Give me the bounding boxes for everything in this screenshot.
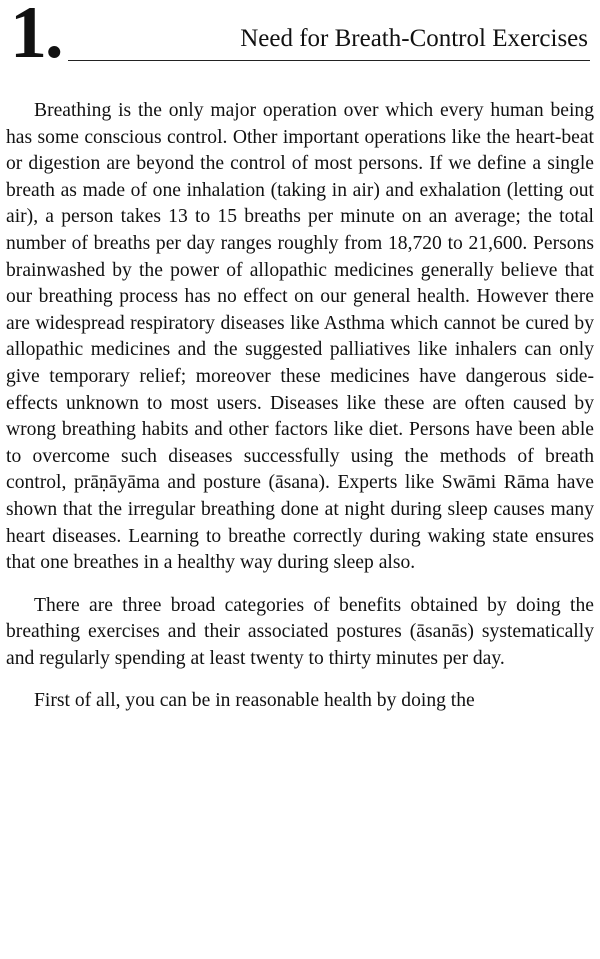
chapter-header [0,0,600,80]
paragraph-1: Breathing is the only major operation over which every human being has some conscious control. Other important operations like the heart-beat or digestion are beyond the control of most persons. If we define a single breath as made of one inhalation (taking in air) and exhalation (letting out air), a person takes 13 to 15 breaths per minute on an average; the total number of breaths per day ranges roughly from 18,720 to 21,600. Persons brainwashed by the power of allopathic medicines generally believe that our breathing process has no effect on our general health. However there are widespread respiratory diseases like Asthma which cannot be cured by allopathic medicines and the suggested palliatives like inhalers can only give temporary relief; moreover these medicines have dangerous side-effects unknown to most users. Diseases like these are often caused by wrong breathing habits and other factors like diet. Persons have been able to overcome such diseases successfully using the methods of breath control, prāṇāyāma and posture (āsana). Experts like Swāmi Rāma have shown that the irregular breathing done at night during sleep causes many heart diseases. Learning to breathe correctly during waking state ensures that one breathes in a healthy way during sleep also. [6,100,594,574]
header-rule [68,60,590,61]
chapter-number: 1. [10,0,62,74]
paragraph-2: There are three broad categories of benefits obtained by doing the breathing exercises and their associated postures (āsanās) systematically and regularly spending at least twenty to thirty minutes per day. [6,594,594,669]
chapter-title: Need for Breath-Control Exercises [240,25,588,52]
paragraph-3: First of all, you can be in reasonable health by doing the [34,690,475,712]
chapter-body [6,98,594,731]
